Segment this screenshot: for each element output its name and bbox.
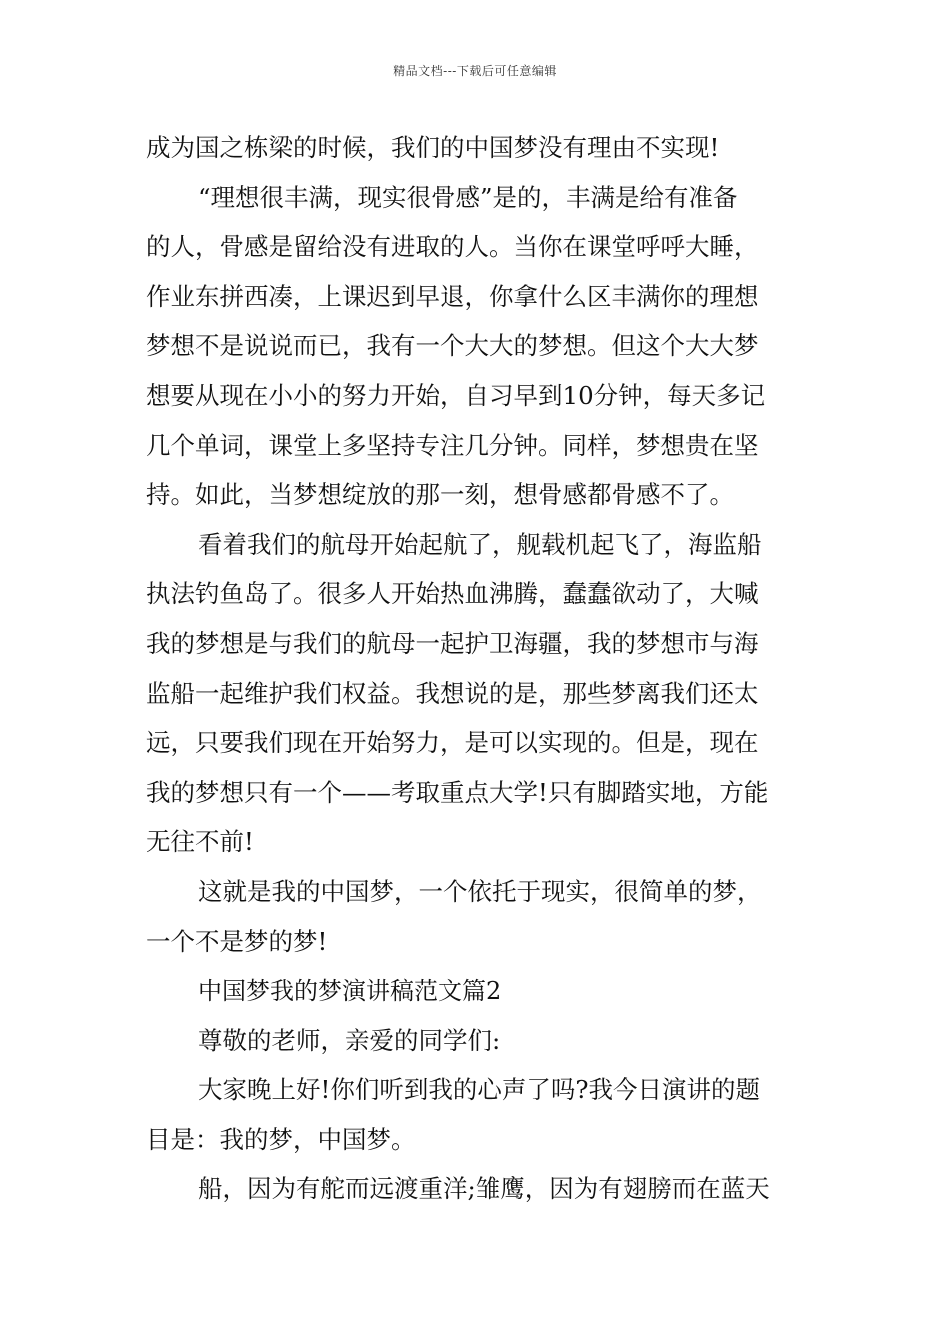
text-line: 一个不是梦的梦!: [146, 926, 328, 956]
salutation: 尊敬的老师，亲爱的同学们:: [198, 1025, 501, 1055]
text-line: 持。如此，当梦想绽放的那一刻，想骨感都骨感不了。: [146, 480, 734, 510]
document-body: [146, 130, 810, 1221]
text-line: 梦想不是说说而已，我有一个大大的梦想。但这个大大梦: [146, 331, 759, 361]
text-line: 作业东拼西凑，上课迟到早退，你拿什么区丰满你的理想: [146, 281, 759, 311]
text-line: 几个单词，课堂上多坚持专注几分钟。同样，梦想贵在坚: [146, 430, 759, 460]
text-line: 远，只要我们现在开始努力，是可以实现的。但是，现在: [146, 728, 759, 758]
text-line: “理想很丰满，现实很骨感”是的，丰满是给有准备: [198, 182, 738, 212]
text-line: 无往不前!: [146, 827, 254, 857]
text-line: 的人，骨感是留给没有进取的人。当你在课堂呼呼大睡，: [146, 232, 759, 262]
text-line: 我的梦想是与我们的航母一起护卫海疆，我的梦想市与海: [146, 628, 759, 658]
text-line: 执法钓鱼岛了。很多人开始热血沸腾，蠢蠢欲动了，大喊: [146, 579, 759, 609]
text-line: 目是：我的梦，中国梦。: [146, 1124, 416, 1154]
text-line: 我的梦想只有一个——考取重点大学!只有脚踏实地，方能: [146, 777, 769, 807]
text-line: 看着我们的航母开始起航了，舰载机起飞了，海监船: [198, 529, 762, 559]
text-line: 监船一起维护我们权益。我想说的是，那些梦离我们还太: [146, 678, 759, 708]
section-heading: 中国梦我的梦演讲稿范文篇2: [198, 977, 502, 1006]
text-line: 这就是我的中国梦，一个依托于现实，很简单的梦，: [198, 876, 762, 906]
text-line: 成为国之栋梁的时候，我们的中国梦没有理由不实现!: [146, 133, 720, 162]
text-line: 船，因为有舵而远渡重洋;雏鹰，因为有翅膀而在蓝天: [198, 1174, 770, 1204]
page-header: 精品文档---下载后可任意编辑: [393, 64, 557, 78]
text-line: 大家晚上好!你们听到我的心声了吗?我今日演讲的题: [198, 1075, 760, 1105]
text-line: 想要从现在小小的努力开始，自习早到10分钟，每天多记: [146, 380, 766, 410]
